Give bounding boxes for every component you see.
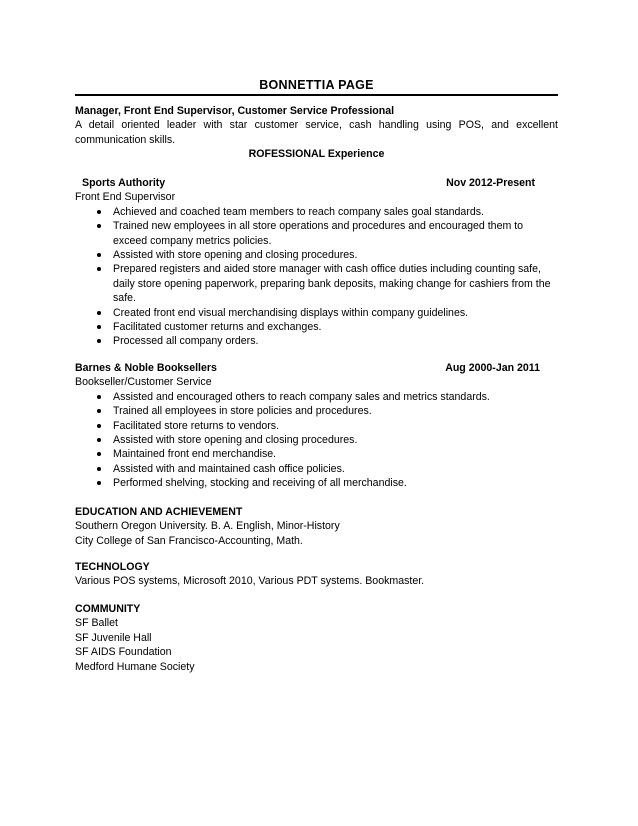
list-item: Performed shelving, stocking and receiving of all merchandise. [75,476,558,490]
community-line: Medford Humane Society [75,660,195,673]
list-item: Assisted with store opening and closing procedures. [75,433,558,447]
job-header [75,176,558,190]
job-bullets [75,205,558,349]
education-line: Southern Oregon University. B. A. English, Minor-History [75,520,340,533]
list-item: Assisted with store opening and closing procedures. [75,248,558,262]
job-dates: Aug 2000-Jan 2011 [445,362,540,374]
education-section [75,505,558,548]
community-line: SF Ballet [75,617,118,630]
employer-name: Sports Authority [82,177,166,189]
header-divider [75,94,558,96]
technology-line: Various POS systems, Microsoft 2010, Various PDT systems. Bookmaster. [75,575,425,588]
community-line: SF AIDS Foundation [75,646,172,659]
education-line: City College of San Francisco-Accounting, Math. [75,534,303,547]
list-item: Facilitated customer returns and exchanges. [75,320,558,334]
community-heading: COMMUNITY [75,603,141,615]
summary-section [75,104,558,162]
job-dates: Nov 2012-Present [446,177,535,189]
community-line: SF Juvenile Hall [75,631,152,644]
job-title: Front End Supervisor [75,191,176,204]
list-item: Assisted with and maintained cash office policies. [75,462,558,476]
list-item: Achieved and coached team members to reach company sales goal standards. [75,205,558,219]
technology-heading: TECHNOLOGY [75,561,150,573]
job-sports-authority [75,176,558,349]
job-header [75,361,558,375]
summary-text: A detail oriented leader with star customer service, cash handling using POS, and excellent communication skills. [75,119,558,146]
headline: Manager, Front End Supervisor, Customer Service Professional [75,105,395,117]
list-item: Facilitated store returns to vendors. [75,419,558,433]
list-item: Trained new employees in all store operations and procedures and encouraged them to exceed company metrics policies. [75,219,558,248]
community-section [75,602,558,674]
list-item: Processed all company orders. [75,334,558,348]
list-item: Trained all employees in store policies and procedures. [75,404,558,418]
list-item: Assisted and encouraged others to reach company sales and metrics standards. [75,390,558,404]
candidate-name: BONNETTIA PAGE [259,78,374,92]
list-item: Created front end visual merchandising displays within company guidelines. [75,306,558,320]
job-barnes-noble [75,361,558,491]
employer-name: Barnes & Noble Booksellers [75,362,217,374]
education-heading: EDUCATION AND ACHIEVEMENT [75,506,243,518]
job-bullets [75,390,558,491]
list-item: Prepared registers and aided store manager with cash office duties including counting safe, daily store opening paperwork, preparing bank deposits, making change for cashiers from the safe. [75,262,558,305]
technology-section [75,560,558,589]
experience-heading: ROFESSIONAL Experience [248,148,385,161]
job-title: Bookseller/Customer Service [75,376,212,389]
list-item: Maintained front end merchandise. [75,447,558,461]
